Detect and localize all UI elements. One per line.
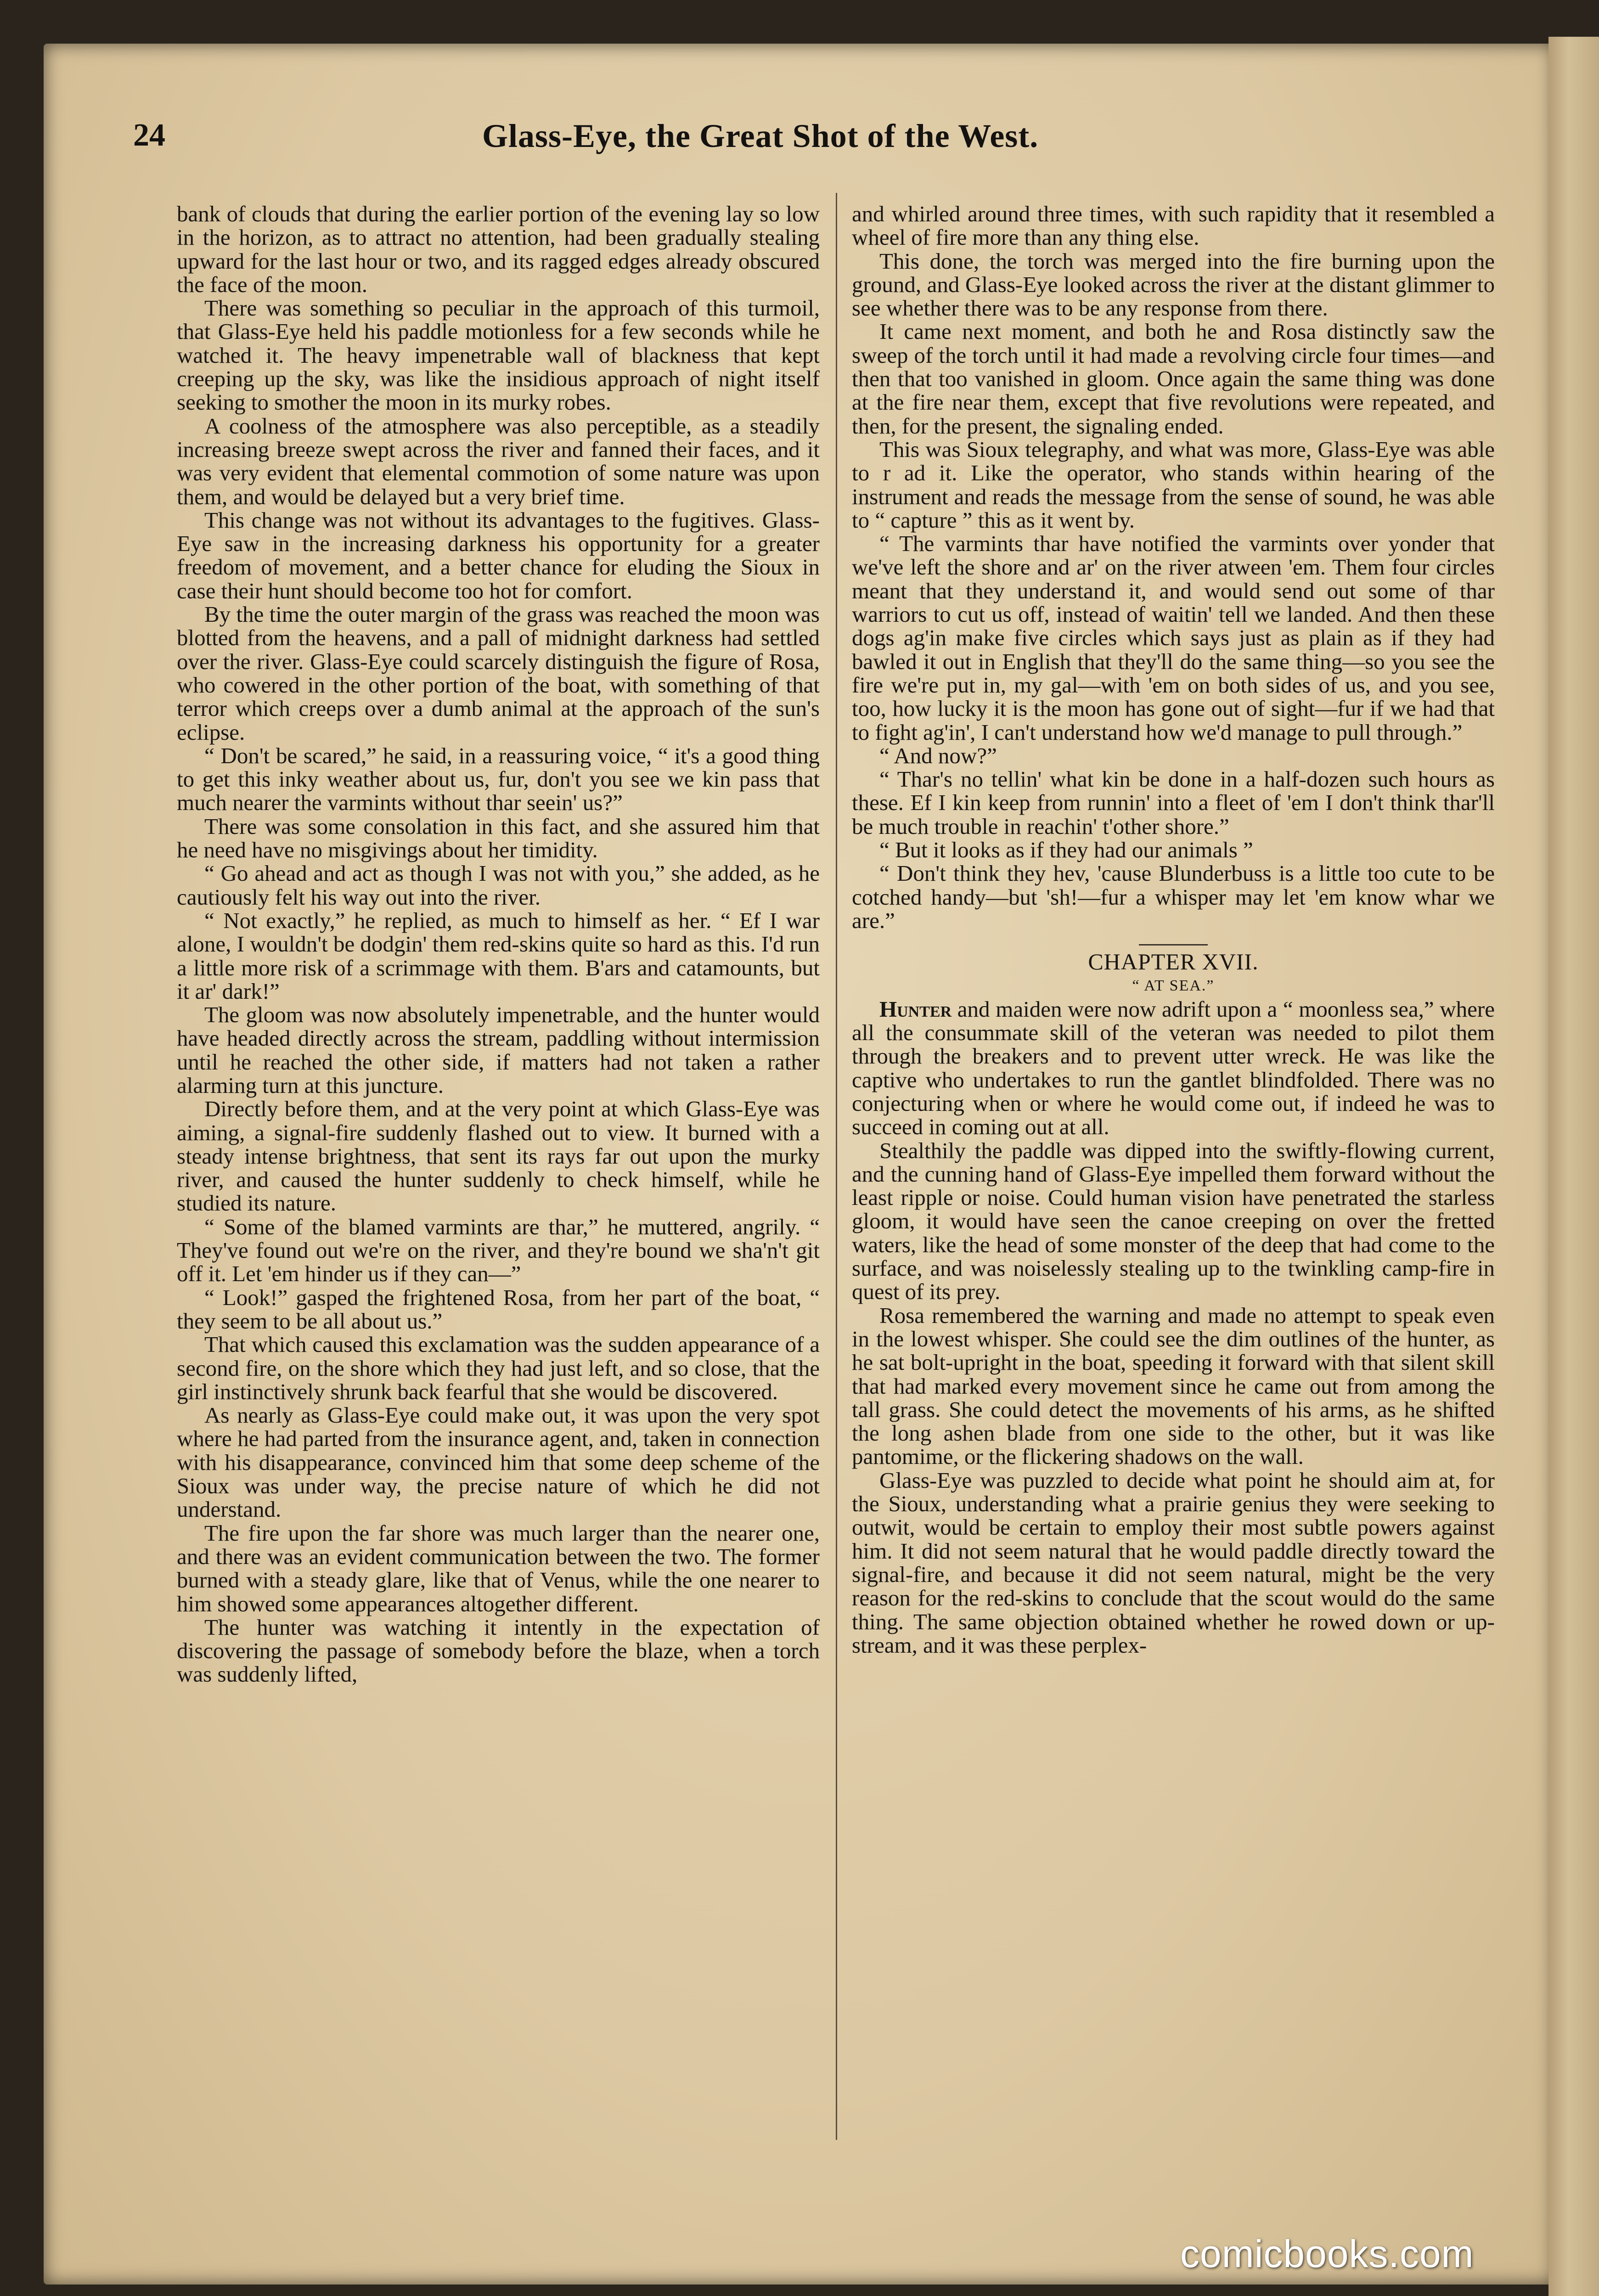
paragraph: Glass-Eye was puzzled to decide what point he should aim at, for the Sioux, understanding what a prairie genius they were seeking to outwit, would be certain to employ their most subtle powers against him. It did not seem natural that he would paddle directly toward the signal-fire, and because it did not seem natural, might be the very reason for the red-skins to conclude that the scout would do the same thing. The same objection obtained whether he rowed down or up-stream, and it was these perplex-: [852, 1467, 1495, 1658]
right-column: [852, 202, 1495, 1657]
paragraph: There was some consolation in this fact, and she assured him that he need have no misgivings about her timidity.: [177, 813, 820, 863]
paragraph: Stealthily the paddle was dipped into the swiftly-flowing current, and the cunning hand of Glass-Eye impelled them forward without the least ripple or noise. Could human vision have penetrated the starless gloom, it would have seen the canoe creeping on over the fretted waters, like the head of some monster of the deep that had come to the surface, and was noiselessly stealing up to the twinkling camp-fire in quest of its prey.: [852, 1137, 1495, 1305]
paragraph: bank of clouds that during the earlier portion of the evening lay so low in the horizon, as to attract no attention, had been gradually stealing upward for the last hour or two, and its ragged edges already obscured the face of the moon.: [177, 201, 820, 297]
running-title: Glass-Eye, the Great Shot of the West.: [482, 118, 1039, 154]
column-divider: [836, 193, 837, 2140]
paragraph: Directly before them, and at the very point at which Glass-Eye was aiming, a signal-fire suddenly flashed out to view. It burned with a steady intense brightness, that sent its rays far out upon the murky river, and caused the hunter suddenly to check himself, while he studied its nature.: [177, 1096, 820, 1216]
chapter-first-paragraph: [852, 997, 1495, 1139]
paragraph: This change was not without its advantages to the fugitives. Glass-Eye saw in the increasing darkness his opportunity for a greater freedom of movement, and a better chance for eluding the Sioux in case their hunt should become too hot for comfort.: [177, 507, 820, 603]
paragraph: The hunter was watching it intently in the expectation of discovering the passage of somebody before the blaze, when a torch was suddenly lifted,: [177, 1614, 820, 1687]
paragraph: and whirled around three times, with such rapidity that it resembled a wheel of fire more than any thing else.: [852, 201, 1495, 250]
paragraph: “ Not exactly,” he replied, as much to himself as her. “ Ef I war alone, I wouldn't be dodgin' them red-skins quite so hard as this. I'd run a little more risk of a scrimmage with them. B'ars and catamounts, but it ar' dark!”: [177, 907, 820, 1004]
page-header: [133, 117, 1502, 168]
paragraph: The gloom was now absolutely impenetrable, and the hunter would have headed directly across the stream, paddling without intermission until he reached the other side, if matters had not taken a rather alarming turn at this juncture.: [177, 1002, 820, 1098]
paragraph: That which caused this exclamation was the sudden appearance of a second fire, on the shore which they had just left, and so close, that the girl instinctively shrunk back fearful that she would be discovered.: [177, 1332, 820, 1404]
paragraph: It came next moment, and both he and Rosa distinctly saw the sweep of the torch until it had made a revolving circle four times—and then that too vanished in gloom. Once again the same thing was done at the fire near them, except that five revolutions were repeated, and then, for the present, the signaling ended.: [852, 319, 1495, 439]
chapter-rule: [1139, 944, 1208, 945]
paragraph: “ And now?”: [879, 743, 997, 768]
watermark: comicbooks.com: [1180, 2232, 1474, 2275]
paragraph: Rosa remembered the warning and made no attempt to speak even in the lowest whisper. She could see the dim outlines of the hunter, as he sat bolt-upright in the boat, speeding it forward with that silent skill that had marked every movement since he came out from among the tall grass. She could detect the movements of his arms, as he shifted the long ashen blade from one side to the other, but it was like pantomime, or the flickering shadows on the wall.: [852, 1302, 1495, 1469]
paragraph: “ The varmints thar have notified the varmints over yonder that we've left the shore and ar' on the river atween 'em. Them four circles meant that they understand it, and would send out some of thar warriors to cut us off, instead of waitin' tell we landed. And then these dogs ag'in make five circles which says just as plain as if they had bawled it out in English that they'll do the same thing—so you see the fire we're put in, my gal—with 'em on both sides of us, and you see, too, how lucky it is the moon has gone out of sight—fur if we had that to fight ag'in', I can't understand how we'd manage to pull through.”: [852, 531, 1495, 745]
paragraph: This done, the torch was merged into the fire burning upon the ground, and Glass-Eye looked across the river at the distant glimmer to see whether there was to be any response from there.: [852, 248, 1495, 321]
paragraph: “ Thar's no tellin' what kin be done in a half-dozen such hours as these. Ef I kin keep from runnin' into a fleet of 'em I don't think thar'll be much trouble in reachin' t'other shore.”: [852, 766, 1495, 839]
paragraph: “ Don't be scared,” he said, in a reassuring voice, “ it's a good thing to get this inky weather about us, fur, don't you see we kin pass that much nearer the varmints without thar seein' us?”: [177, 743, 820, 816]
paragraph: “ Look!” gasped the frightened Rosa, from her part of the boat, “ they seem to be all about us.”: [177, 1284, 820, 1334]
paragraph: As nearly as Glass-Eye could make out, it was upon the very spot where he had parted from the insurance agent, and, taken in connection with his disappearance, convinced him that some deep scheme of the Sioux was under way, the precise nature of which he did not understand.: [177, 1402, 820, 1522]
chapter-first-paragraph-text: and maiden were now adrift upon a “ moonless sea,” where all the consummate skill of the veteran was needed to pilot them through the breakers and to prevent utter wreck. He was like the captive who undertakes to run the gantlet blindfolded. There was no conjecturing when or where he would come out, if indeed he was to succeed in coming out at all.: [852, 996, 1495, 1140]
paragraph: “ But it looks as if they had our animals ”: [879, 837, 1253, 863]
chapter-first-word: Hunter: [879, 996, 952, 1022]
paragraph: “ Some of the blamed varmints are thar,” he muttered, angrily. “ They've found out we're on the river, and they're bound we sha'n't git off it. Let 'em hinder us if they can—”: [177, 1214, 820, 1287]
paragraph: The fire upon the far shore was much larger than the nearer one, and there was an evident communication between the two. The former burned with a steady glare, like that of Venus, while the one nearer to him showed some appearances altogether different.: [177, 1520, 820, 1616]
paragraph: “ Go ahead and act as though I was not with you,” she added, as he cautiously felt his way out into the river.: [177, 861, 820, 910]
left-column: [177, 202, 820, 1686]
paragraph: This was Sioux telegraphy, and what was more, Glass-Eye was able to r ad it. Like the operator, who stands within hearing of the instrument and reads the message from the sense of sound, he was able to “ capture ” this as it went by.: [852, 436, 1495, 533]
paragraph: There was something so peculiar in the approach of this turmoil, that Glass-Eye held his paddle motionless for a few seconds while he watched it. The heavy impenetrable wall of blackness that kept creeping up the sky, was like the insidious approach of night itself seeking to smother the moon in its murky robes.: [177, 295, 820, 415]
paragraph: “ Don't think they hev, 'cause Blunderbuss is a little too cute to be cotched handy—but 'sh!—fur a whisper may let 'em know whar we are.”: [852, 861, 1495, 933]
page-number: 24: [133, 118, 165, 153]
paragraph: By the time the outer margin of the grass was reached the moon was blotted from the heavens, and a pall of midnight darkness had settled over the river. Glass-Eye could scarcely distinguish the figure of Rosa, who cowered in the other portion of the boat, with something of that terror which creeps over a dumb animal at the approach of the sun's eclipse.: [177, 602, 820, 745]
chapter-subtitle: “ AT SEA.”: [1132, 977, 1215, 994]
adjacent-page-edge: [1548, 37, 1599, 2296]
paragraph: A coolness of the atmosphere was also perceptible, as a steadily increasing breeze swept across the river and fanned their faces, and it was very evident that elemental commotion of some nature was upon them, and would be delayed but a very brief time.: [177, 413, 820, 509]
chapter-title: CHAPTER XVII.: [1088, 949, 1259, 975]
